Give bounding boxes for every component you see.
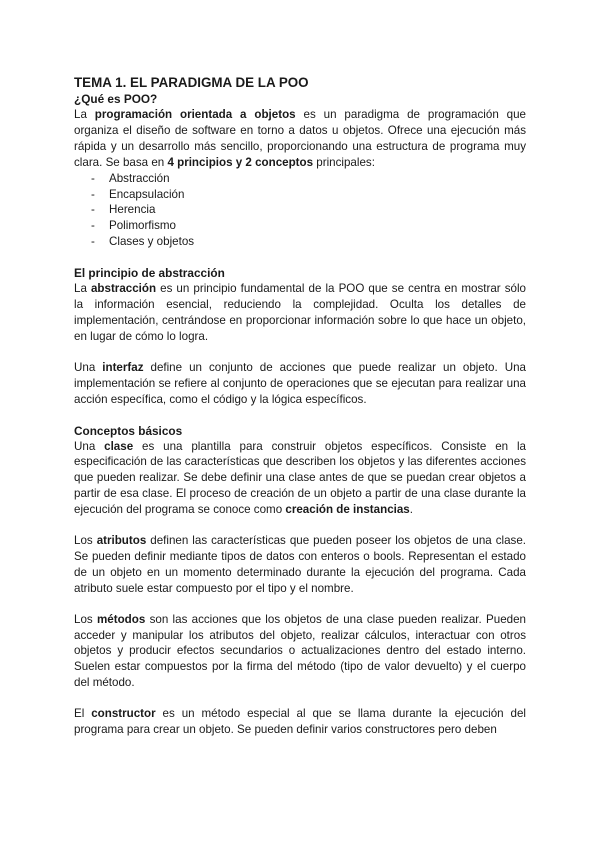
document-page [74, 74, 526, 738]
paragraph-interfaz: Una interfaz define un conjunto de acciones que puede realizar un objeto. Una implementación se refiere al conjunto de operaciones que se ejecutan para realizar una acción específica, como el código y la lógica específicos. [74, 360, 526, 406]
paragraph-metodos: Los métodos son las acciones que los objetos de una clase pueden realizar. Pueden acceder y manipular los atributos del objeto, realizar cálculos, interactuar con otros objetos y producir efectos secundarios o actualizaciones dentro del estado interno. Suelen estar compuestos por la firma del método (tipo de valor devuelto) y el cuerpo del método. [74, 612, 526, 690]
list-item: - Encapsulación [74, 187, 526, 203]
section-heading-que-es-poo: ¿Qué es POO? [74, 92, 158, 106]
paragraph-poo-intro: La programación orientada a objetos es un paradigma de programación que organiza el diseño de software en torno a datos u objetos. Ofrece una ejecución más rápida y un desarrollo más sencillo, proporcionando una estructura de programa muy clara. Se basa en 4 principios y 2 conceptos principales: [74, 108, 526, 169]
paragraph-atributos: Los atributos definen las características que pueden poseer los objetos de una clase. Se pueden definir mediante tipos de datos con enteros o bools. Representan el estado de un objeto en un momento determinado durante la ejecución del programa. Cada atributo suele estar compuesto por el tipo y el nombre. [74, 534, 526, 595]
section-heading-abstraccion: El principio de abstracción [74, 266, 225, 281]
list-item: - Clases y objetos [74, 234, 526, 250]
paragraph-abstraccion: La abstracción es un principio fundamental de la POO que se centra en mostrar sólo la información esencial, reduciendo la complejidad. Oculta los detalles de implementación, centrándose en proporcionar información sobre lo que hace un objeto, en lugar de cómo lo logra. [74, 282, 526, 343]
section-heading-conceptos: Conceptos básicos [74, 423, 183, 438]
page-title: TEMA 1. EL PARADIGMA DE LA POO [74, 75, 309, 90]
list-item: - Abstracción [74, 171, 526, 187]
paragraph-constructor: El constructor es un método especial al que se llama durante la ejecución del programa para crear un objeto. Se pueden definir varios constructores pero deben [74, 707, 526, 737]
paragraph-clase: Una clase es una plantilla para construir objetos específicos. Consiste en la especificación de las características que describen los objetos y las diferentes acciones que pueden realizar. Se debe definir una clase antes de que se puedan crear objetos a partir de esa clase. El proceso de creación de un objeto a partir de una clase durante la ejecución del programa se conoce como creación de instancias. [74, 439, 526, 517]
list-item: - Herencia [74, 202, 526, 218]
list-item: - Polimorfismo [74, 218, 526, 234]
principles-list [74, 171, 526, 251]
